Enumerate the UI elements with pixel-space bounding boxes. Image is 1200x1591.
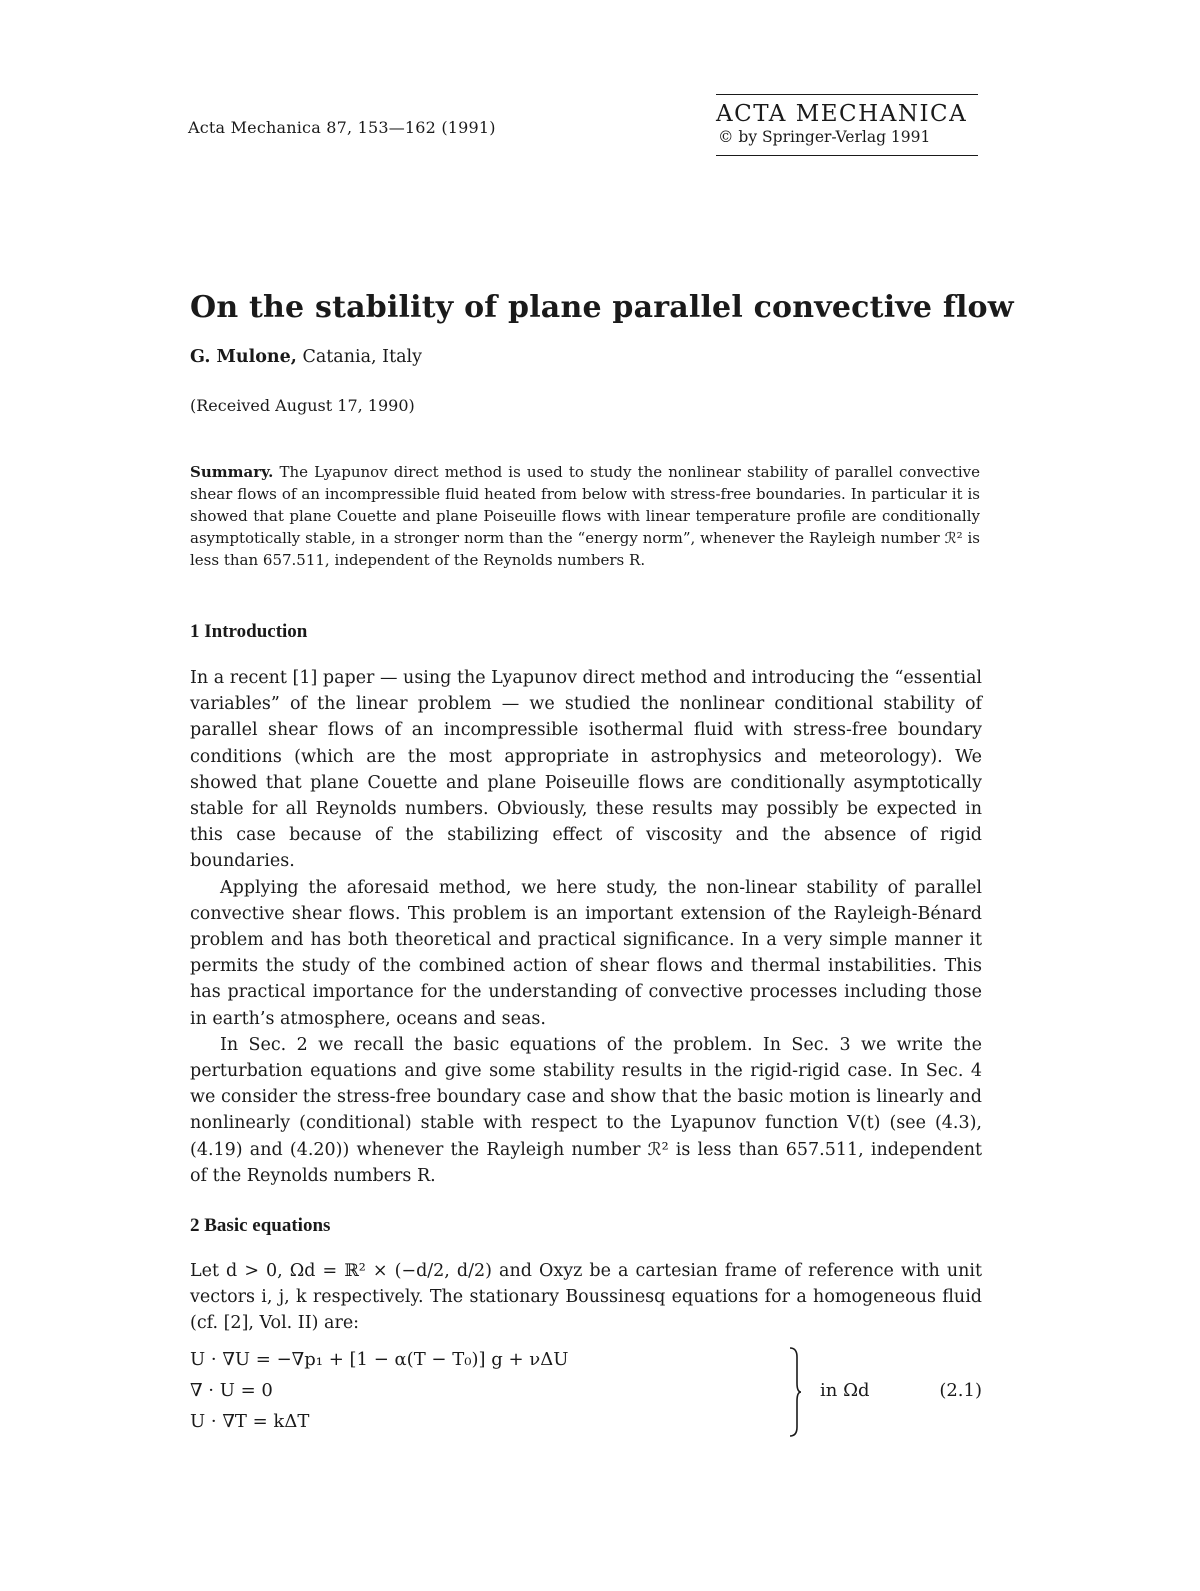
summary-block — [190, 461, 980, 571]
equation-line-energy: U · ∇T = kΔT — [190, 1411, 310, 1432]
journal-masthead — [716, 94, 978, 156]
masthead-top-rule — [716, 94, 978, 95]
copyright-line: © by Springer-Verlag 1991 — [718, 128, 931, 146]
received-date: (Received August 17, 1990) — [190, 396, 415, 415]
paragraph: In a recent [1] paper — using the Lyapunov direct method and introducing the “essential variables” of the linear problem — we studied the nonlinear conditional stability of parallel shear flows of an incompressible isothermal fluid with stress-free boundary conditions (which are the most appropriate in astrophysics and meteorology). We showed that plane Couette and plane Poiseuille flows are conditionally asymptotically stable for all Reynolds numbers. Obviously, these results may possibly be expected in this case because of the stabilizing effect of viscosity and the absence of rigid boundaries. — [190, 668, 982, 872]
equation-number: (2.1) — [939, 1380, 982, 1401]
paragraph: In Sec. 2 we recall the basic equations of the problem. In Sec. 3 we write the perturbation equations and give some stability results in the rigid-rigid case. In Sec. 4 we consider the stress-free boundary case and show that the basic motion is linearly and nonlinearly (conditional) stable with respect to the Lyapunov function V(t) (see (4.3), (4.19) and (4.20)) whenever the Rayleigh number ℛ² is less than 657.511, independent of the Reynolds numbers R. — [190, 1034, 982, 1186]
author-line — [190, 347, 422, 367]
right-brace-icon — [788, 1347, 802, 1437]
basic-equations-body — [190, 1258, 982, 1337]
journal-reference: Acta Mechanica 87, 153—162 (1991) — [188, 118, 496, 137]
masthead-bottom-rule — [716, 155, 978, 156]
author-name: G. Mulone, — [190, 347, 297, 367]
section-heading-basic-equations: 2 Basic equations — [190, 1215, 331, 1236]
author-affiliation: Catania, Italy — [302, 347, 423, 367]
equation-2-1 — [190, 1345, 982, 1440]
summary-label: Summary. — [190, 463, 274, 481]
equation-line-continuity: ∇ · U = 0 — [190, 1380, 273, 1401]
article-title: On the stability of plane parallel convective flow — [190, 290, 1014, 325]
paragraph: Let d > 0, Ωd = ℝ² × (−d/2, d/2) and Oxyz be a cartesian frame of reference with unit vectors i, j, k respectively. The stationary Boussinesq equations for a homogeneous fluid (cf. [2], Vol. II) are: — [190, 1261, 982, 1334]
equation-line-momentum: U · ∇U = −∇p₁ + [1 − α(T − T₀)] g + νΔU — [190, 1349, 569, 1370]
section-heading-introduction: 1 Introduction — [190, 621, 308, 642]
equation-domain: in Ωd — [820, 1380, 870, 1401]
journal-name: ACTA MECHANICA — [716, 101, 968, 127]
paragraph: Applying the aforesaid method, we here study, the non-linear stability of parallel convective shear flows. This problem is an important extension of the Rayleigh-Bénard problem and has both theoretical and practical significance. In a very simple manner it permits the study of the combined action of shear flows and thermal instabilities. This has practical importance for the understanding of convective processes including those in earth’s atmosphere, oceans and seas. — [190, 877, 982, 1029]
introduction-body — [190, 665, 982, 1189]
summary-text: The Lyapunov direct method is used to study the nonlinear stability of parallel convective shear flows of an incompressible fluid heated from below with stress-free boundaries. In particular it is showed that plane Couette and plane Poiseuille flows with linear temperature profile are conditionally asymptotically stable, in a stronger norm than the “energy norm”, whenever the Rayleigh number ℛ² is less than 657.511, independent of the Reynolds numbers R. — [190, 463, 980, 569]
